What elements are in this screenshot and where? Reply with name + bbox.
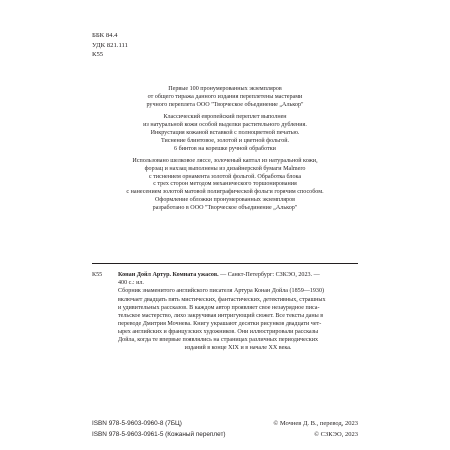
annotation-line: и удивительных рассказов. В каждом автор проявляет свое незаурядное писа- (118, 304, 320, 311)
imprint: — Санкт-Петербург: СЗКЭО, 2023. — (218, 272, 320, 278)
record-author-sign: К55 (92, 272, 103, 278)
colophon-line: из натуральной кожи особой выделки растительного дубления. (143, 121, 307, 128)
bibliographic-heading (118, 271, 358, 287)
colophon-paragraph (80, 86, 370, 110)
colophon-line: Классический европейский переплет выполнен (163, 114, 287, 121)
annotation-last-line: изданий в конце XIX и в начале XX века. (184, 345, 292, 352)
copyright-block (273, 418, 358, 440)
annotation-line: Дойла, когда те впервые появлялись на страницах различных периодических (118, 337, 318, 344)
colophon-line: с трех сторон методом механического торшонирования (153, 181, 297, 188)
colophon-line: с нанесением золотой матовой полиграфической фольги горячим способом. (126, 189, 324, 196)
colophon-line: Инкрустация кожаной вставкой с полноцветной печатью. (150, 129, 300, 136)
author-sign: К55 (92, 51, 104, 59)
classification-block (92, 31, 128, 60)
annotation-line: переводе Дмитрия Мочнева. Книгу украшают десятки рисунков двадцати чет- (118, 321, 322, 328)
extent: 400 с.: ил. (118, 280, 144, 287)
annotation-line: ырех английских и французских художников. Они иллюстрировали рассказы (118, 329, 319, 336)
colophon-line: Первые 100 пронумерованных экземпляров (168, 86, 282, 92)
colophon-line: форзац и нахзац выполнены из дизайнерской бумаги Malmero (144, 165, 306, 172)
binding-colophon (80, 86, 370, 217)
annotation (118, 287, 358, 352)
colophon-line: ручного переплета ООО "Творческое объединение „Алькор" (146, 101, 304, 108)
divider-rule (92, 263, 358, 264)
annotation-line: Сборник знаменитого английского писателя Артура Конан Дойла (1859—1930) (118, 288, 325, 295)
author-title: Конан Дойл Артур. Комната ужасов. (118, 272, 219, 278)
colophon-line: от общего тиража данного издания переплетены мастерами (147, 93, 303, 100)
colophon-line: разработано в ООО "Творческое объединение „Алькор" (152, 205, 298, 211)
colophon-paragraph (80, 114, 370, 153)
annotation-line: включает двадцать пять мистических, фантастических, детективных, страшных (118, 296, 326, 303)
colophon-line: Тиснение блинтовое, золотой и цветной фольгой. (160, 137, 290, 144)
bibliographic-line (118, 271, 358, 279)
isbn-block (92, 418, 226, 440)
bbk-code: ББК 84.4 (92, 32, 118, 39)
colophon-line: 6 бинтов на корешке ручной обработки (174, 145, 276, 152)
colophon-line: с тиснением орнамента золотой фольгой. Обработка блока (148, 173, 302, 180)
colophon-line: Оформление обложки пронумерованных экземпляров (154, 197, 296, 204)
colophon-paragraph (80, 158, 370, 213)
copyright-line: © Мочнев Д. В., перевод, 2023 (273, 420, 358, 427)
isbn-line: ISBN 978-5-9603-0961-5 (Кожаный переплет) (92, 431, 226, 438)
annotation-line: тельское мастерство, лихо закручивая интригующий сюжет. Все тексты даны в (118, 312, 324, 319)
copyright-line: © СЗКЭО, 2023 (314, 431, 358, 438)
colophon-line: Использовано шелковое ляссе, золоченый каптал из натуральной кожи, (132, 157, 318, 164)
udk-code: УДК 821.111 (92, 41, 128, 49)
isbn-line: ISBN 978-5-9603-0960-8 (7БЦ) (92, 420, 182, 427)
